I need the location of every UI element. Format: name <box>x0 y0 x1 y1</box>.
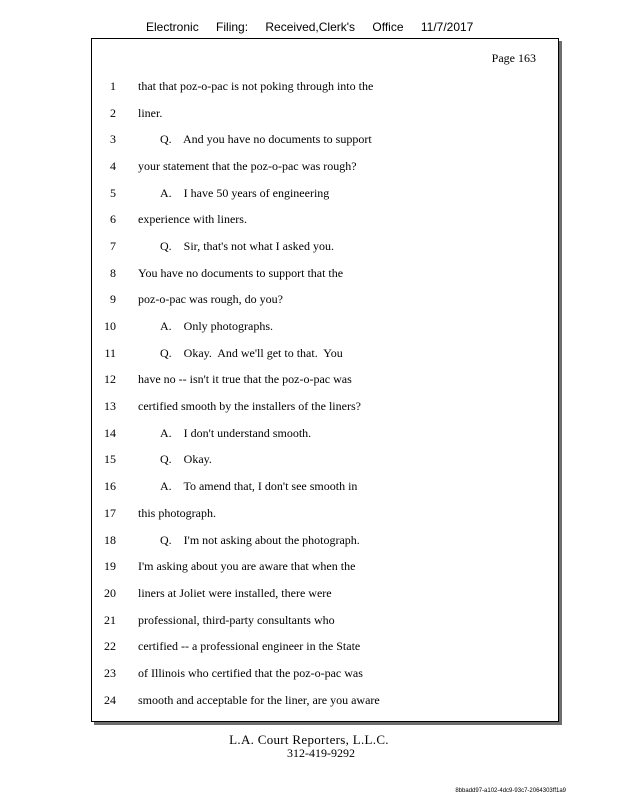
transcript-line <box>92 447 558 474</box>
line-text: Q. Okay. <box>160 452 212 467</box>
transcript-line <box>92 180 558 207</box>
line-text: liner. <box>138 105 163 120</box>
transcript-line <box>92 473 558 500</box>
line-number: 5 <box>110 185 116 200</box>
transcript-line <box>92 367 558 394</box>
transcript-line <box>92 633 558 660</box>
filing-header-part: Received,Clerk's <box>265 20 356 34</box>
court-reporter-name: L.A. Court Reporters, L.L.C. <box>229 732 389 747</box>
line-number: 15 <box>104 452 116 467</box>
line-text: I'm asking about you are aware that when the <box>138 559 356 574</box>
line-text: certified smooth by the installers of the liners? <box>138 399 361 414</box>
line-number: 22 <box>104 639 116 654</box>
transcript-line <box>92 126 558 153</box>
transcript-line <box>92 527 558 554</box>
line-number: 7 <box>110 238 116 253</box>
transcript-line <box>92 580 558 607</box>
line-text: your statement that the poz-o-pac was rough? <box>138 158 357 173</box>
line-number: 6 <box>110 212 116 227</box>
line-text: A. To amend that, I don't see smooth in <box>160 479 358 494</box>
line-text: A. I don't understand smooth. <box>160 425 312 440</box>
transcript-line <box>92 420 558 447</box>
line-number: 24 <box>104 692 116 707</box>
line-number: 13 <box>104 399 116 414</box>
transcript-line <box>92 100 558 127</box>
transcript-lines <box>92 73 558 714</box>
line-text: that that poz-o-pac is not poking through into the <box>138 78 374 93</box>
line-text: Q. I'm not asking about the photograph. <box>160 532 360 547</box>
filing-header-part: 11/7/2017 <box>420 20 474 34</box>
line-number: 21 <box>104 612 116 627</box>
line-number: 11 <box>104 345 116 360</box>
transcript-line <box>92 260 558 287</box>
line-number: 18 <box>104 532 116 547</box>
transcript-line <box>92 340 558 367</box>
line-number: 14 <box>104 425 116 440</box>
line-text: A. I have 50 years of engineering <box>160 185 330 200</box>
transcript-line <box>92 607 558 634</box>
line-text: smooth and acceptable for the liner, are you aware <box>138 692 380 707</box>
line-text: this photograph. <box>138 505 216 520</box>
transcript-line <box>92 73 558 100</box>
filing-header-part: Electronic <box>146 20 199 34</box>
transcript-page <box>91 38 559 722</box>
line-text: professional, third-party consultants who <box>138 612 335 627</box>
line-number: 8 <box>110 265 116 280</box>
line-number: 16 <box>104 479 116 494</box>
line-text: A. Only photographs. <box>160 319 273 334</box>
line-number: 17 <box>104 505 116 520</box>
line-number: 23 <box>104 665 116 680</box>
transcript-line <box>92 553 558 580</box>
line-text: Q. Sir, that's not what I asked you. <box>160 238 334 253</box>
line-text: certified -- a professional engineer in the State <box>138 639 361 654</box>
line-number: 3 <box>110 132 116 147</box>
line-text: Q. And you have no documents to support <box>160 132 372 147</box>
line-number: 9 <box>110 292 116 307</box>
line-text: poz-o-pac was rough, do you? <box>138 292 283 307</box>
transcript-line <box>92 393 558 420</box>
line-number: 1 <box>110 78 116 93</box>
line-text: Q. Okay. And we'll get to that. You <box>160 345 343 360</box>
filing-header-part: Office <box>372 20 404 34</box>
line-number: 2 <box>110 105 116 120</box>
page-number: Page 163 <box>491 51 536 65</box>
transcript-line <box>92 153 558 180</box>
transcript-line <box>92 287 558 314</box>
line-text: You have no documents to support that the <box>138 265 344 280</box>
line-number: 12 <box>104 372 116 387</box>
line-number: 19 <box>104 559 116 574</box>
court-reporter-phone: 312-419-9292 <box>287 746 355 760</box>
transcript-line <box>92 500 558 527</box>
filing-header-part: Filing: <box>216 20 249 34</box>
line-text: have no -- isn't it true that the poz-o-pac was <box>138 372 352 387</box>
line-number: 20 <box>104 585 116 600</box>
transcript-line <box>92 233 558 260</box>
line-text: experience with liners. <box>138 212 247 227</box>
line-text: liners at Joliet were installed, there were <box>138 585 332 600</box>
line-text: of Illinois who certified that the poz-o-pac was <box>138 665 363 680</box>
transcript-line <box>92 313 558 340</box>
transcript-line <box>92 660 558 687</box>
transcript-line <box>92 687 558 714</box>
line-number: 4 <box>110 158 116 173</box>
line-number: 10 <box>104 319 116 334</box>
document-hash: 8bbadd97-a102-4dc9-93c7-2064303ff1a9 <box>455 788 566 794</box>
transcript-line <box>92 206 558 233</box>
filing-header <box>146 20 487 34</box>
